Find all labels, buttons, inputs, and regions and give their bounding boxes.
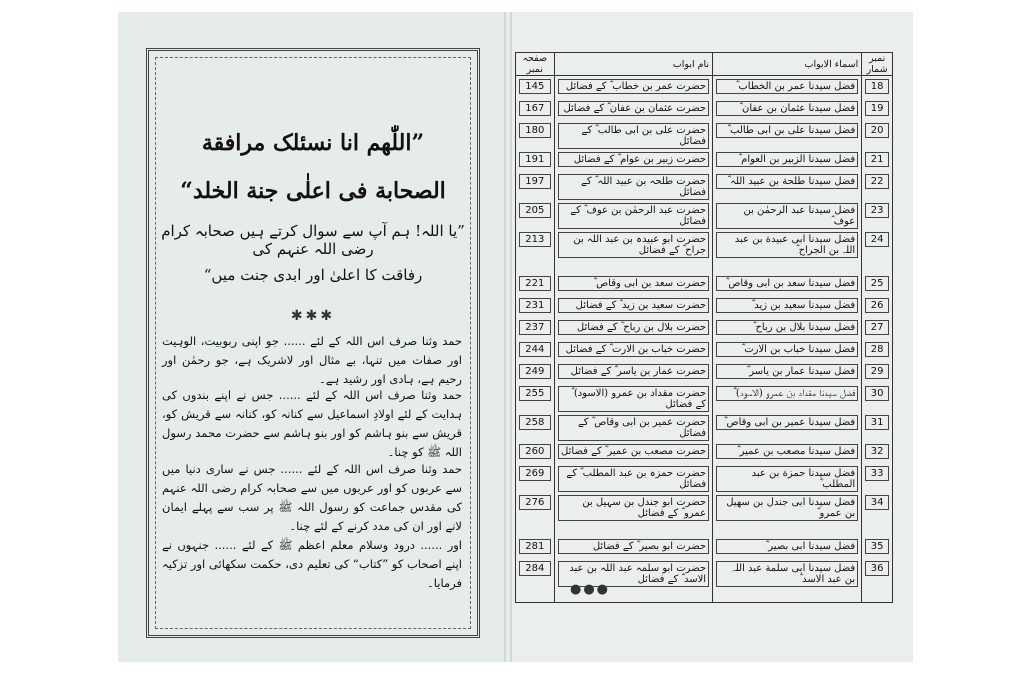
- row-page-number: 213: [519, 232, 551, 247]
- row-arabic-title: فضل سیدنا عمیر بن ابی وقاص ؓ: [716, 415, 858, 430]
- row-arabic-title: فضل سیدنا علی بن ابی طالب ؓ: [716, 123, 858, 138]
- table-row: [516, 76, 893, 99]
- row-arabic-title: فضل سیدنا ابی بصیر ؓ: [716, 539, 858, 554]
- row-urdu-title: حضرت ابو سلمہ عبد اللہ بن عبد الاسد ؓ کے فضائل: [558, 561, 710, 587]
- table-row: [516, 441, 893, 463]
- table-row: [516, 463, 893, 492]
- row-arabic-title: فضل سیدنا سعید بن زید ؓ: [716, 298, 858, 313]
- row-urdu-title: حضرت طلحہ بن عبید اللہ ؓ کے فضائل: [558, 174, 710, 200]
- row-number: 35: [865, 539, 889, 554]
- praise-paragraph-1: حمد وثنا صرف اس اللہ کے لئے ...... جو اپنی ربوبیت، الوہیت اور صفات میں تنہا، بے مثال اور لاشریک ہے، جو رحمٰن اور رحیم ہے، ہادی اور رشید ہے۔: [162, 334, 462, 386]
- row-urdu-title: حضرت ابو جندل بن سہیل بن عمرو ؓ کے فضائل: [558, 495, 710, 521]
- header-page-number: صفحہ نمبر: [516, 53, 555, 76]
- row-number: 26: [865, 298, 889, 313]
- praise-paragraph-2: حمد وثنا صرف اس اللہ کے لئے ...... جس نے اپنے بندوں کی ہدایت کے لئے اولادِ اسماعیل سے کنانہ کو، کنانہ سے قریش کو، قریش سے بنو ہاشم کو اور بنو ہاشم سے حضرت محمد رسول اللہ ﷺ کو چنا۔: [162, 388, 462, 459]
- row-page-number: 276: [519, 495, 551, 510]
- row-page-number: 244: [519, 342, 551, 357]
- table-row: [516, 492, 893, 536]
- urdu-translation-line-1: ”یا اللہ! ہم آپ سے سوال کرتے ہیں صحابہ کرام رضی اللہ عنہم کی: [161, 222, 465, 258]
- row-number: 23: [865, 203, 889, 218]
- footer-divider: ●●●: [569, 582, 611, 597]
- row-number: 24: [865, 232, 889, 247]
- row-urdu-title: حضرت علی بن ابی طالب ؓ کے فضائل: [558, 123, 710, 149]
- row-page-number: 205: [519, 203, 551, 218]
- row-urdu-title: حضرت عمر بن خطاب ؓ کے فضائل: [558, 79, 710, 94]
- table-row: [516, 149, 893, 171]
- row-number: 18: [865, 79, 889, 94]
- row-urdu-title: حضرت زبیر بن عوام ؓ کے فضائل: [558, 152, 710, 167]
- table-of-contents: [515, 52, 893, 603]
- row-page-number: 237: [519, 320, 551, 335]
- row-arabic-title: فضل سیدنا مقداد بن عمرو (الاسود) ؓ: [716, 386, 858, 401]
- row-urdu-title: حضرت مقداد بن عمرو (الاسود) ؓ کے فضائل: [558, 386, 710, 412]
- row-page-number: 249: [519, 364, 551, 379]
- row-urdu-title: حضرت مصعب بن عمیر ؓ کے فضائل: [558, 444, 710, 459]
- table-row: [516, 412, 893, 441]
- table-row: [516, 120, 893, 149]
- row-arabic-title: فضل سیدنا ابی سلمة عبد اللہ بن عبد الاسد ؓ: [716, 561, 858, 587]
- table-row: [516, 98, 893, 120]
- row-number: 32: [865, 444, 889, 459]
- row-arabic-title: فضل سیدنا عثمان بن عفان ؓ: [716, 101, 858, 116]
- table-row: [516, 383, 893, 412]
- row-arabic-title: فضل سیدنا خباب بن الارت ؓ: [716, 342, 858, 357]
- row-number: 20: [865, 123, 889, 138]
- table-row: [516, 339, 893, 361]
- row-number: 28: [865, 342, 889, 357]
- row-page-number: 258: [519, 415, 551, 430]
- row-page-number: 260: [519, 444, 551, 459]
- table-row: [516, 229, 893, 273]
- row-page-number: 197: [519, 174, 551, 189]
- row-urdu-title: حضرت سعد بن ابی وقاص ؓ: [558, 276, 710, 291]
- row-urdu-title: حضرت ابو عبیدہ بن عبد اللہ بن جراح ؓ کے فضائل: [558, 232, 710, 258]
- row-urdu-title: حضرت عمیر بن ابی وقاص ؓ کے فضائل: [558, 415, 710, 441]
- row-number: 25: [865, 276, 889, 291]
- row-number: 30: [865, 386, 889, 401]
- row-urdu-title: حضرت حمزہ بن عبد المطلب ؓ کے فضائل: [558, 466, 710, 492]
- row-page-number: 167: [519, 101, 551, 116]
- row-number: 33: [865, 466, 889, 481]
- row-page-number: 191: [519, 152, 551, 167]
- row-number: 22: [865, 174, 889, 189]
- row-page-number: 145: [519, 79, 551, 94]
- table-row: [516, 273, 893, 295]
- row-arabic-title: فضل سیدنا عمار بن یاسر ؓ: [716, 364, 858, 379]
- table-row: [516, 536, 893, 558]
- header-number: نمبر شمار: [862, 53, 893, 76]
- row-urdu-title: حضرت عبد الرحمٰن بن عوف ؓ کے فضائل: [558, 203, 710, 229]
- arabic-prayer-line-1: ”اللّٰھم انا نسئلک مرافقة: [201, 130, 425, 156]
- row-number: 27: [865, 320, 889, 335]
- row-number: 31: [865, 415, 889, 430]
- row-arabic-title: فضل سیدنا ابی عبیدة بن عبد اللہ بن الجراح ؓ: [716, 232, 858, 258]
- row-arabic-title: فضل سیدنا عبد الرحمٰن بن عوف ؓ: [716, 203, 858, 229]
- arabic-prayer-line-2: الصحابة فی اعلٰی جنة الخلد“: [180, 178, 446, 204]
- row-arabic-title: فضل سیدنا سعد بن ابی وقاص ؓ: [716, 276, 858, 291]
- row-arabic-title: فضل سیدنا عمر بن الخطاب ؓ: [716, 79, 858, 94]
- open-book: [118, 12, 913, 662]
- table-row: [516, 171, 893, 200]
- row-number: 36: [865, 561, 889, 576]
- row-page-number: 281: [519, 539, 551, 554]
- row-page-number: 284: [519, 561, 551, 576]
- table-row: [516, 295, 893, 317]
- row-number: 21: [865, 152, 889, 167]
- row-arabic-title: فضل سیدنا طلحة بن عبید اللہ ؓ: [716, 174, 858, 189]
- star-divider: ✱✱✱: [290, 308, 336, 324]
- row-urdu-title: حضرت خباب بن الارت ؓ کے فضائل: [558, 342, 710, 357]
- table-row: [516, 200, 893, 229]
- praise-paragraph-3: حمد وثنا صرف اس اللہ کے لئے ...... جس نے ساری دنیا میں سے عربوں کو اور عربوں میں سے صحابہ کرام رضی اللہ عنہم کی مقدس جماعت کو رسول اللہ ﷺ پر سب سے پہلے ایمان لانے اور ان کی مدد کرنے کے لئے چنا۔: [162, 462, 462, 533]
- row-page-number: 231: [519, 298, 551, 313]
- header-urdu-titles: نام ابواب: [554, 53, 713, 76]
- row-urdu-title: حضرت سعید بن زید ؓ کے فضائل: [558, 298, 710, 313]
- header-arabic-titles: اسماء الابواب: [713, 53, 862, 76]
- row-urdu-title: حضرت عمار بن یاسر ؓ کے فضائل: [558, 364, 710, 379]
- row-number: 29: [865, 364, 889, 379]
- row-arabic-title: فضل سیدنا ابی جندل بن سهیل بن عمرو ؓ: [716, 495, 858, 521]
- book-spine: [504, 12, 512, 662]
- row-urdu-title: حضرت عثمان بن عفان ؓ کے فضائل: [558, 101, 710, 116]
- row-arabic-title: فضل سیدنا الزبیر بن العوام ؓ: [716, 152, 858, 167]
- row-arabic-title: فضل سیدنا حمزة بن عبد المطلب ؓ: [716, 466, 858, 492]
- row-urdu-title: حضرت بلال بن رباح ؓ کے فضائل: [558, 320, 710, 335]
- row-number: 19: [865, 101, 889, 116]
- table-row: [516, 317, 893, 339]
- row-page-number: 180: [519, 123, 551, 138]
- row-page-number: 269: [519, 466, 551, 481]
- row-number: 34: [865, 495, 889, 510]
- praise-paragraph-4: اور ...... درود وسلام معلم اعظم ﷺ کے لئے ...... جنہوں نے اپنے اصحاب کو ”کتاب“ کی تعلیم دی، حکمت سکھائی اور تزکیہ فرمایا۔: [162, 538, 462, 590]
- row-urdu-title: حضرت ابو بصیر ؓ کے فضائل: [558, 539, 710, 554]
- row-page-number: 255: [519, 386, 551, 401]
- row-arabic-title: فضل سیدنا مصعب بن عمیر ؓ: [716, 444, 858, 459]
- row-arabic-title: فضل سیدنا بلال بن رباح ؓ: [716, 320, 858, 335]
- urdu-translation-line-2: رفاقت کا اعلیٰ اور ابدی جنت میں“: [203, 266, 423, 284]
- row-page-number: 221: [519, 276, 551, 291]
- table-row: [516, 361, 893, 383]
